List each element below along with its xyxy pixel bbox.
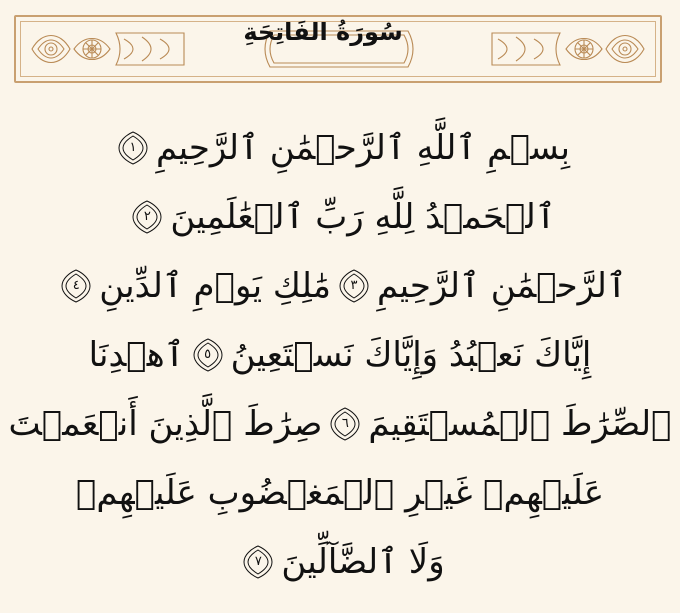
verse-line bbox=[0, 527, 680, 596]
verse-text: إِيَّاكَ نَعۡبُدُ وَإِيَّاكَ نَسۡتَعِينُ bbox=[230, 334, 592, 375]
verse-text: بِسۡمِ ٱللَّهِ ٱلرَّحۡمَٰنِ ٱلرَّحِيمِ bbox=[156, 128, 570, 168]
verses-block bbox=[0, 113, 680, 596]
ayah-end-marker-icon bbox=[243, 545, 273, 579]
verse-text: مَٰلِكِ يَوۡمِ ٱلدِّينِ bbox=[99, 266, 331, 306]
right-ornament-icon bbox=[482, 27, 652, 71]
verse-text: ٱهۡدِنَا bbox=[88, 335, 185, 375]
ayah-end-marker-icon bbox=[339, 269, 369, 303]
ayah-number: ٣ bbox=[350, 278, 358, 293]
verse-line bbox=[0, 320, 680, 389]
verse-line bbox=[0, 389, 680, 458]
verse-text: ٱلصِّرَٰطَ ٱلۡمُسۡتَقِيمَ bbox=[368, 403, 672, 444]
verse-line bbox=[0, 458, 680, 527]
verse-text: عَلَيۡهِمۡ غَيۡرِ ٱلۡمَغۡضُوبِ عَلَيۡهِمۡ bbox=[75, 472, 605, 513]
ayah-number: ٤ bbox=[72, 278, 80, 293]
ayah-number: ٦ bbox=[341, 416, 349, 431]
ayah-end-marker-icon bbox=[193, 338, 223, 372]
ayah-number: ٧ bbox=[254, 554, 262, 569]
ayah-number: ١ bbox=[129, 140, 137, 155]
ayah-number: ٢ bbox=[143, 209, 151, 224]
surah-title: سُورَةُ الفَاتِحَةِ bbox=[243, 18, 403, 46]
verse-text: ٱلۡحَمۡدُ لِلَّهِ رَبِّ ٱلۡعَٰلَمِينَ bbox=[170, 197, 556, 237]
verse-text: صِرَٰطَ ٱلَّذِينَ أَنۡعَمۡتَ bbox=[8, 403, 323, 444]
verse-text: ٱلرَّحۡمَٰنِ ٱلرَّحِيمِ bbox=[376, 266, 627, 306]
ayah-end-marker-icon bbox=[118, 131, 148, 165]
verse-line bbox=[0, 113, 680, 182]
ayah-end-marker-icon bbox=[61, 269, 91, 303]
ayah-end-marker-icon bbox=[132, 200, 162, 234]
verse-line bbox=[0, 182, 680, 251]
verse-text: وَلَا ٱلضَّآلِّينَ bbox=[281, 542, 445, 582]
ayah-end-marker-icon bbox=[330, 407, 360, 441]
verse-line bbox=[0, 251, 680, 320]
left-ornament-icon bbox=[24, 27, 194, 71]
ayah-number: ٥ bbox=[204, 347, 212, 362]
